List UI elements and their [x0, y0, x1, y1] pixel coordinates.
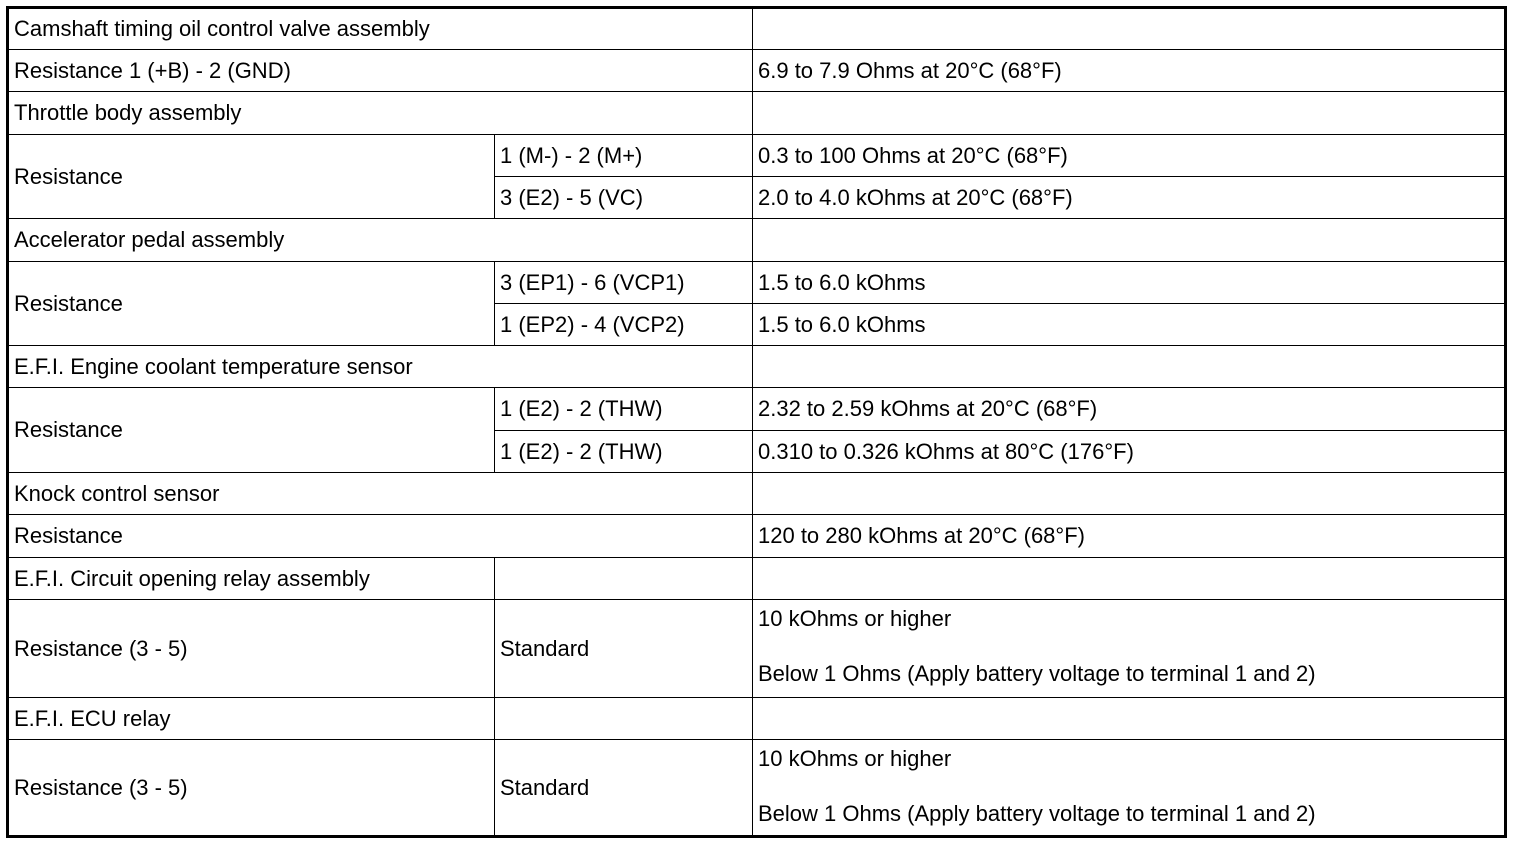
value-cell [753, 473, 1506, 515]
table-row [8, 515, 1506, 558]
table-row [8, 346, 1506, 388]
table-row [8, 8, 1506, 50]
value-cell [753, 558, 1506, 600]
component-name-cell: Throttle body assembly [8, 92, 753, 135]
table-row [8, 262, 1506, 304]
value-cell: 6.9 to 7.9 Ohms at 20°C (68°F) [753, 50, 1506, 92]
terminal-cell: 1 (M-) - 2 (M+) [495, 135, 753, 177]
value-line: Below 1 Ohms (Apply battery voltage to terminal 1 and 2) [758, 801, 1316, 826]
value-cell: 2.0 to 4.0 kOhms at 20°C (68°F) [753, 177, 1506, 219]
terminal-cell: 3 (E2) - 5 (VC) [495, 177, 753, 219]
terminal-cell: 3 (EP1) - 6 (VCP1) [495, 262, 753, 304]
table-row [8, 558, 1506, 600]
value-cell: 120 to 280 kOhms at 20°C (68°F) [753, 515, 1506, 558]
value-cell: 2.32 to 2.59 kOhms at 20°C (68°F) [753, 388, 1506, 431]
parameter-cell: Resistance [8, 388, 495, 473]
table-row [8, 740, 1506, 837]
value-cell [753, 600, 1506, 698]
table-row [8, 50, 1506, 92]
component-name-cell: Knock control sensor [8, 473, 753, 515]
value-cell [753, 346, 1506, 388]
table-row [8, 135, 1506, 177]
value-cell: 0.310 to 0.326 kOhms at 80°C (176°F) [753, 431, 1506, 473]
table-row [8, 92, 1506, 135]
condition-cell: Standard [495, 600, 753, 698]
parameter-cell: Resistance (3 - 5) [8, 740, 495, 837]
terminal-cell: 1 (E2) - 2 (THW) [495, 431, 753, 473]
table-row [8, 600, 1506, 698]
value-cell [753, 698, 1506, 740]
component-name-cell: Camshaft timing oil control valve assembly [8, 8, 753, 50]
value-cell [753, 219, 1506, 262]
terminal-cell [495, 698, 753, 740]
table-row [8, 219, 1506, 262]
component-name-cell: E.F.I. Engine coolant temperature sensor [8, 346, 753, 388]
value-line: Below 1 Ohms (Apply battery voltage to terminal 1 and 2) [758, 661, 1316, 686]
terminal-cell: 1 (EP2) - 4 (VCP2) [495, 304, 753, 346]
component-name-cell: Accelerator pedal assembly [8, 219, 753, 262]
component-name-cell: E.F.I. Circuit opening relay assembly [8, 558, 495, 600]
parameter-cell: Resistance [8, 135, 495, 219]
value-cell [753, 8, 1506, 50]
component-name-cell: E.F.I. ECU relay [8, 698, 495, 740]
value-cell: 0.3 to 100 Ohms at 20°C (68°F) [753, 135, 1506, 177]
value-line: 10 kOhms or higher [758, 606, 952, 631]
parameter-cell: Resistance 1 (+B) - 2 (GND) [8, 50, 753, 92]
value-line: 10 kOhms or higher [758, 746, 952, 771]
terminal-cell: 1 (E2) - 2 (THW) [495, 388, 753, 431]
table-row [8, 473, 1506, 515]
table-row [8, 698, 1506, 740]
value-cell [753, 740, 1506, 837]
value-cell [753, 92, 1506, 135]
parameter-cell: Resistance [8, 515, 753, 558]
specification-table [6, 6, 1507, 838]
parameter-cell: Resistance [8, 262, 495, 346]
condition-cell: Standard [495, 740, 753, 837]
table-row [8, 388, 1506, 431]
value-cell: 1.5 to 6.0 kOhms [753, 262, 1506, 304]
terminal-cell [495, 558, 753, 600]
value-cell: 1.5 to 6.0 kOhms [753, 304, 1506, 346]
parameter-cell: Resistance (3 - 5) [8, 600, 495, 698]
